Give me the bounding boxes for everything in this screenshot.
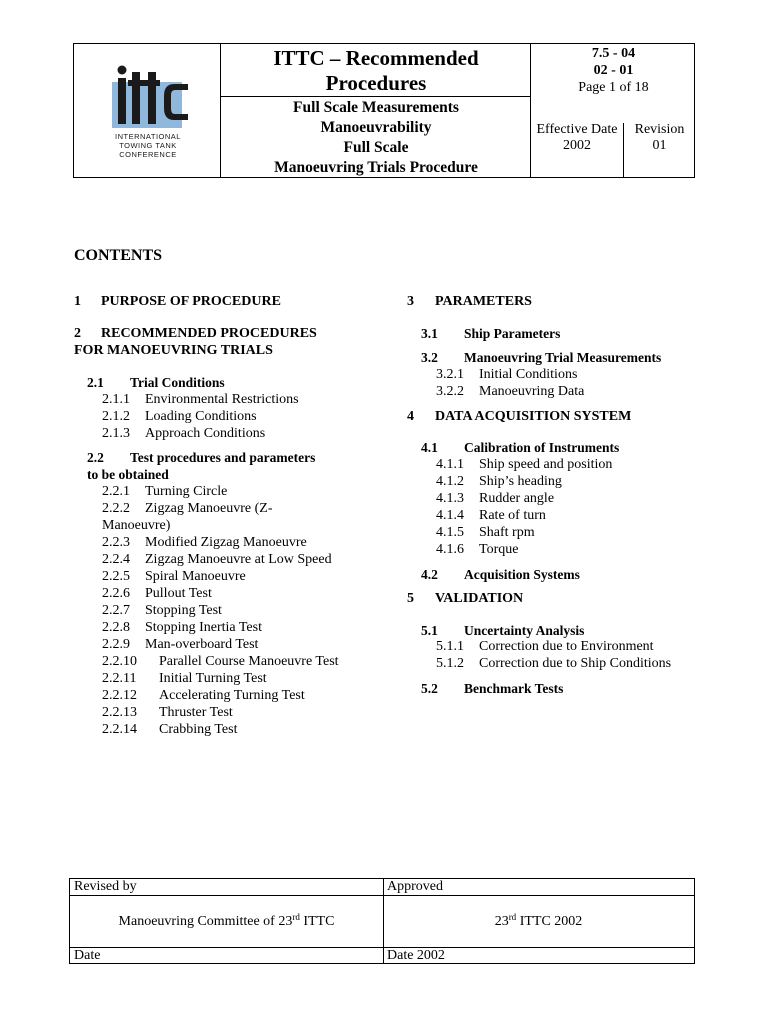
toc-number: 2.2.5 bbox=[102, 569, 130, 584]
toc-number: 2.1 bbox=[87, 375, 104, 390]
toc-text: Turning Circle bbox=[145, 484, 228, 499]
revision-label: Revision bbox=[634, 122, 685, 137]
toc-text: Rate of turn bbox=[479, 508, 546, 523]
toc-item[interactable] bbox=[102, 534, 307, 551]
toc-number: 5.1.2 bbox=[436, 656, 464, 671]
document-code bbox=[531, 44, 696, 96]
toc-title: Test procedures and parameters bbox=[130, 450, 316, 465]
toc-item[interactable] bbox=[102, 704, 233, 721]
approved-text: ITTC 2002 bbox=[516, 914, 583, 929]
toc-title: FOR MANOEUVRING TRIALS bbox=[74, 343, 273, 358]
toc-number: 2.2.6 bbox=[102, 586, 130, 601]
subtitle-line: Full Scale Measurements bbox=[293, 99, 459, 116]
toc-item[interactable] bbox=[102, 391, 299, 408]
toc-number: 3.2 bbox=[421, 350, 438, 365]
toc-text: Stopping Test bbox=[145, 603, 222, 618]
toc-number: 2.1.3 bbox=[102, 426, 130, 441]
toc-number: 2.2.2 bbox=[102, 501, 130, 516]
toc-item[interactable] bbox=[102, 619, 262, 636]
effective-date bbox=[531, 122, 623, 154]
toc-text: Pullout Test bbox=[145, 586, 212, 601]
toc-number: 2.2.13 bbox=[102, 705, 137, 720]
toc-item[interactable] bbox=[436, 541, 518, 558]
toc-text: Torque bbox=[479, 542, 519, 557]
toc-item[interactable] bbox=[102, 602, 222, 619]
toc-item[interactable] bbox=[436, 473, 562, 490]
toc-text: Correction due to Ship Conditions bbox=[479, 656, 672, 671]
subtitle-line: Manoeuvring Trials Procedure bbox=[274, 159, 478, 176]
revision bbox=[624, 122, 695, 154]
logo-text-line: INTERNATIONAL bbox=[115, 132, 181, 141]
toc-text: Correction due to Environment bbox=[479, 639, 654, 654]
subtitle-line: Manoeuvrability bbox=[320, 119, 432, 136]
toc-number: 2.2.12 bbox=[102, 688, 137, 703]
toc-subsection[interactable] bbox=[87, 374, 225, 391]
toc-title: Ship Parameters bbox=[464, 326, 561, 341]
toc-text: Zigzag Manoeuvre at Low Speed bbox=[145, 552, 332, 567]
toc-section[interactable] bbox=[74, 293, 281, 310]
subtitle-line: Full Scale bbox=[343, 139, 409, 156]
logo-text-line: TOWING TANK bbox=[119, 141, 177, 150]
toc-subsection[interactable] bbox=[87, 449, 315, 483]
toc-item[interactable] bbox=[436, 383, 584, 400]
ittc-logo-icon bbox=[102, 62, 194, 130]
toc-item[interactable] bbox=[102, 551, 332, 568]
toc-title: PARAMETERS bbox=[435, 294, 532, 309]
toc-number: 4.1.6 bbox=[436, 542, 464, 557]
toc-item[interactable] bbox=[436, 524, 535, 541]
revised-text: ITTC bbox=[299, 914, 335, 929]
toc-item[interactable] bbox=[102, 721, 237, 738]
toc-text: Thruster Test bbox=[159, 705, 233, 720]
toc-text: Spiral Manoeuvre bbox=[145, 569, 246, 584]
toc-subsection[interactable] bbox=[421, 325, 560, 342]
toc-item[interactable] bbox=[102, 568, 246, 585]
toc-title: RECOMMENDED PROCEDURES bbox=[101, 326, 317, 341]
toc-subsection[interactable] bbox=[421, 439, 619, 456]
header-table bbox=[73, 43, 695, 178]
toc-text: Parallel Course Manoeuvre Test bbox=[159, 654, 339, 669]
toc-text: Approach Conditions bbox=[145, 426, 266, 441]
document-subtitle bbox=[221, 98, 531, 178]
toc-number: 3 bbox=[407, 294, 414, 309]
toc-title: to be obtained bbox=[87, 467, 169, 482]
footer-divider bbox=[70, 895, 694, 896]
toc-text: Ship speed and position bbox=[479, 457, 613, 472]
title-line: Procedures bbox=[325, 71, 427, 95]
toc-number: 2.2.4 bbox=[102, 552, 130, 567]
toc-number: 4.1.5 bbox=[436, 525, 464, 540]
toc-number: 4.2 bbox=[421, 567, 438, 582]
toc-text: Manoeuvring Data bbox=[479, 384, 585, 399]
approved-label: Approved bbox=[387, 879, 443, 894]
toc-title: DATA ACQUISITION SYSTEM bbox=[435, 409, 632, 424]
toc-number: 2.2.8 bbox=[102, 620, 130, 635]
toc-text: Initial Conditions bbox=[479, 367, 578, 382]
approved-text: 23 bbox=[494, 914, 509, 929]
toc-title: Trial Conditions bbox=[130, 375, 225, 390]
date-value: Date 2002 bbox=[387, 948, 445, 963]
toc-text: Rudder angle bbox=[479, 491, 555, 506]
toc-text: Loading Conditions bbox=[145, 409, 257, 424]
toc-item[interactable] bbox=[436, 490, 554, 507]
page-number: Page 1 of 18 bbox=[578, 80, 649, 95]
approved-sup: rd bbox=[508, 912, 517, 922]
logo-text-line: CONFERENCE bbox=[119, 150, 177, 159]
revision-value: 01 bbox=[652, 138, 667, 153]
document-title bbox=[221, 44, 531, 98]
toc-number: 2.1.1 bbox=[102, 392, 130, 407]
toc-title: Benchmark Tests bbox=[464, 681, 564, 696]
toc-number: 2.2.1 bbox=[102, 484, 130, 499]
toc-item[interactable] bbox=[436, 456, 612, 473]
toc-item[interactable] bbox=[102, 670, 267, 687]
date-label: Date bbox=[74, 948, 101, 963]
toc-text: Man-overboard Test bbox=[145, 637, 259, 652]
toc-text: Ship’s heading bbox=[479, 474, 562, 489]
toc-item[interactable] bbox=[436, 655, 671, 672]
ittc-logo bbox=[102, 62, 194, 162]
toc-text: Accelerating Turning Test bbox=[159, 688, 305, 703]
toc-title: Uncertainty Analysis bbox=[464, 623, 585, 638]
toc-item[interactable] bbox=[102, 585, 212, 602]
toc-number: 5 bbox=[407, 591, 414, 606]
toc-text: Shaft rpm bbox=[479, 525, 535, 540]
contents-heading: CONTENTS bbox=[74, 247, 163, 264]
toc-number: 2.2.3 bbox=[102, 535, 130, 550]
footer-divider bbox=[70, 947, 694, 948]
revised-text: Manoeuvring Committee of 23 bbox=[118, 914, 293, 929]
toc-number: 3.1 bbox=[421, 326, 438, 341]
toc-text: Modified Zigzag Manoeuvre bbox=[145, 535, 307, 550]
toc-title: Acquisition Systems bbox=[464, 567, 580, 582]
toc-item[interactable] bbox=[102, 483, 227, 500]
toc-number: 2.2.11 bbox=[102, 671, 137, 686]
revised-by-value bbox=[70, 914, 383, 930]
toc-number: 4.1.2 bbox=[436, 474, 464, 489]
toc-number: 5.1 bbox=[421, 623, 438, 638]
toc-title: Calibration of Instruments bbox=[464, 440, 620, 455]
toc-title: VALIDATION bbox=[435, 591, 524, 606]
code-line: 7.5 - 04 bbox=[591, 46, 636, 61]
toc-title: Manoeuvring Trial Measurements bbox=[464, 350, 662, 365]
toc-item[interactable] bbox=[436, 366, 577, 383]
toc-number: 1 bbox=[74, 294, 81, 309]
toc-section[interactable] bbox=[407, 408, 631, 425]
toc-number: 2 bbox=[74, 326, 81, 341]
toc-item[interactable] bbox=[102, 500, 273, 517]
toc-item[interactable] bbox=[102, 425, 265, 442]
toc-number: 2.2.7 bbox=[102, 603, 130, 618]
toc-item[interactable] bbox=[102, 653, 339, 670]
toc-text: Manoeuvre) bbox=[102, 518, 171, 533]
toc-number: 3.2.2 bbox=[436, 384, 464, 399]
toc-subsection[interactable] bbox=[421, 349, 661, 366]
toc-number: 2.1.2 bbox=[102, 409, 130, 424]
toc-subsection[interactable] bbox=[421, 566, 580, 583]
toc-text: Crabbing Test bbox=[159, 722, 238, 737]
toc-number: 4.1.4 bbox=[436, 508, 464, 523]
toc-number: 5.2 bbox=[421, 681, 438, 696]
toc-number: 2.2.10 bbox=[102, 654, 137, 669]
approved-value bbox=[383, 914, 694, 930]
toc-number: 5.1.1 bbox=[436, 639, 464, 654]
toc-subsection[interactable] bbox=[421, 680, 563, 697]
toc-text: Stopping Inertia Test bbox=[145, 620, 262, 635]
toc-number: 2.2 bbox=[87, 450, 104, 465]
toc-number: 4.1 bbox=[421, 440, 438, 455]
toc-item[interactable] bbox=[436, 507, 546, 524]
title-line: ITTC – Recommended bbox=[273, 46, 479, 70]
code-line: 02 - 01 bbox=[593, 63, 634, 78]
footer-table bbox=[69, 878, 695, 964]
toc-section[interactable] bbox=[407, 293, 532, 310]
toc-section[interactable] bbox=[74, 325, 317, 359]
revised-by-label: Revised by bbox=[74, 879, 137, 894]
toc-text: Environmental Restrictions bbox=[145, 392, 299, 407]
toc-number: 2.2.9 bbox=[102, 637, 130, 652]
toc-item[interactable] bbox=[102, 408, 257, 425]
effective-date-label: Effective Date bbox=[536, 122, 618, 137]
toc-text: Zigzag Manoeuvre (Z- bbox=[145, 501, 273, 516]
toc-subsection[interactable] bbox=[421, 622, 584, 639]
toc-section[interactable] bbox=[407, 590, 523, 607]
toc-item[interactable] bbox=[102, 517, 170, 534]
toc-text: Initial Turning Test bbox=[159, 671, 267, 686]
toc-item[interactable] bbox=[102, 636, 258, 653]
toc-title: PURPOSE OF PROCEDURE bbox=[101, 294, 281, 309]
toc-number: 3.2.1 bbox=[436, 367, 464, 382]
toc-item[interactable] bbox=[436, 638, 654, 655]
toc-number: 4 bbox=[407, 409, 414, 424]
revised-sup: rd bbox=[292, 912, 300, 922]
toc-number: 4.1.3 bbox=[436, 491, 464, 506]
toc-number: 4.1.1 bbox=[436, 457, 464, 472]
toc-number: 2.2.14 bbox=[102, 722, 137, 737]
effective-date-value: 2002 bbox=[563, 138, 591, 153]
toc-item[interactable] bbox=[102, 687, 305, 704]
